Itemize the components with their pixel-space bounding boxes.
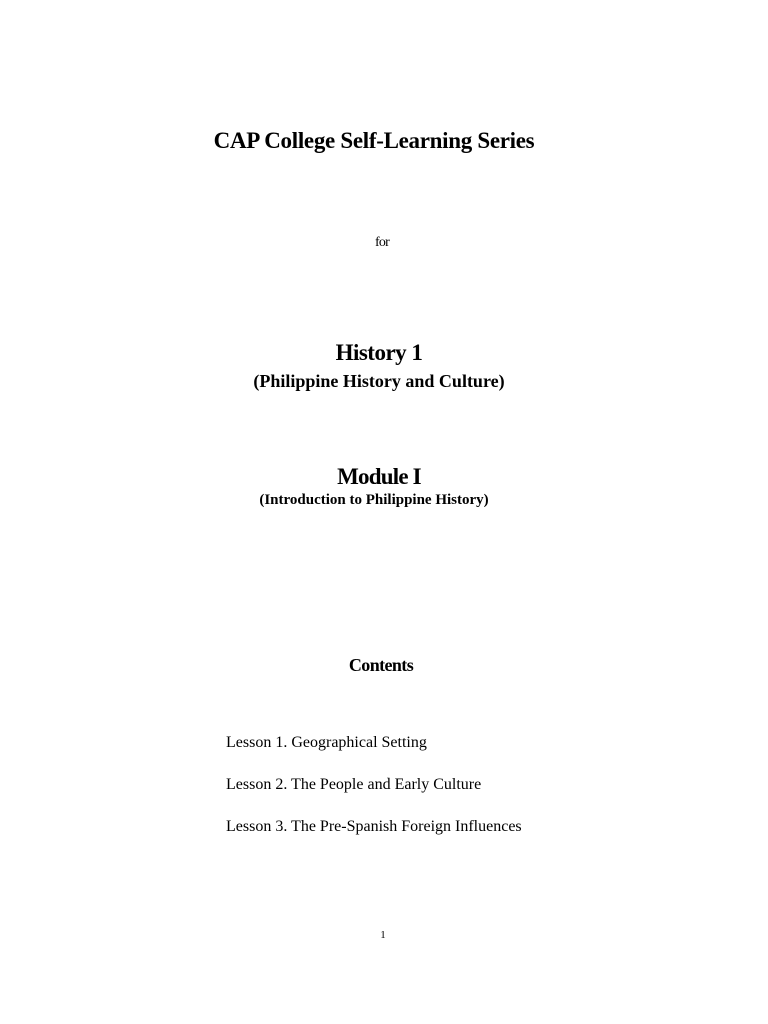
for-label: for — [375, 235, 389, 250]
series-title: CAP College Self-Learning Series — [213, 128, 535, 153]
lesson-item-1: Lesson 1. Geographical Setting — [226, 734, 427, 751]
course-title: History 1 — [335, 340, 423, 365]
lesson-item-2: Lesson 2. The People and Early Culture — [226, 776, 482, 793]
course-subtitle: (Philippine History and Culture) — [253, 371, 505, 391]
lesson-list — [226, 732, 522, 858]
module-title: Module I — [337, 464, 421, 489]
module-subtitle: (Introduction to Philippine History) — [259, 492, 489, 508]
contents-heading: Contents — [348, 655, 414, 675]
lesson-item-3: Lesson 3. The Pre-Spanish Foreign Influences — [226, 818, 522, 835]
page-number: 1 — [380, 929, 386, 941]
